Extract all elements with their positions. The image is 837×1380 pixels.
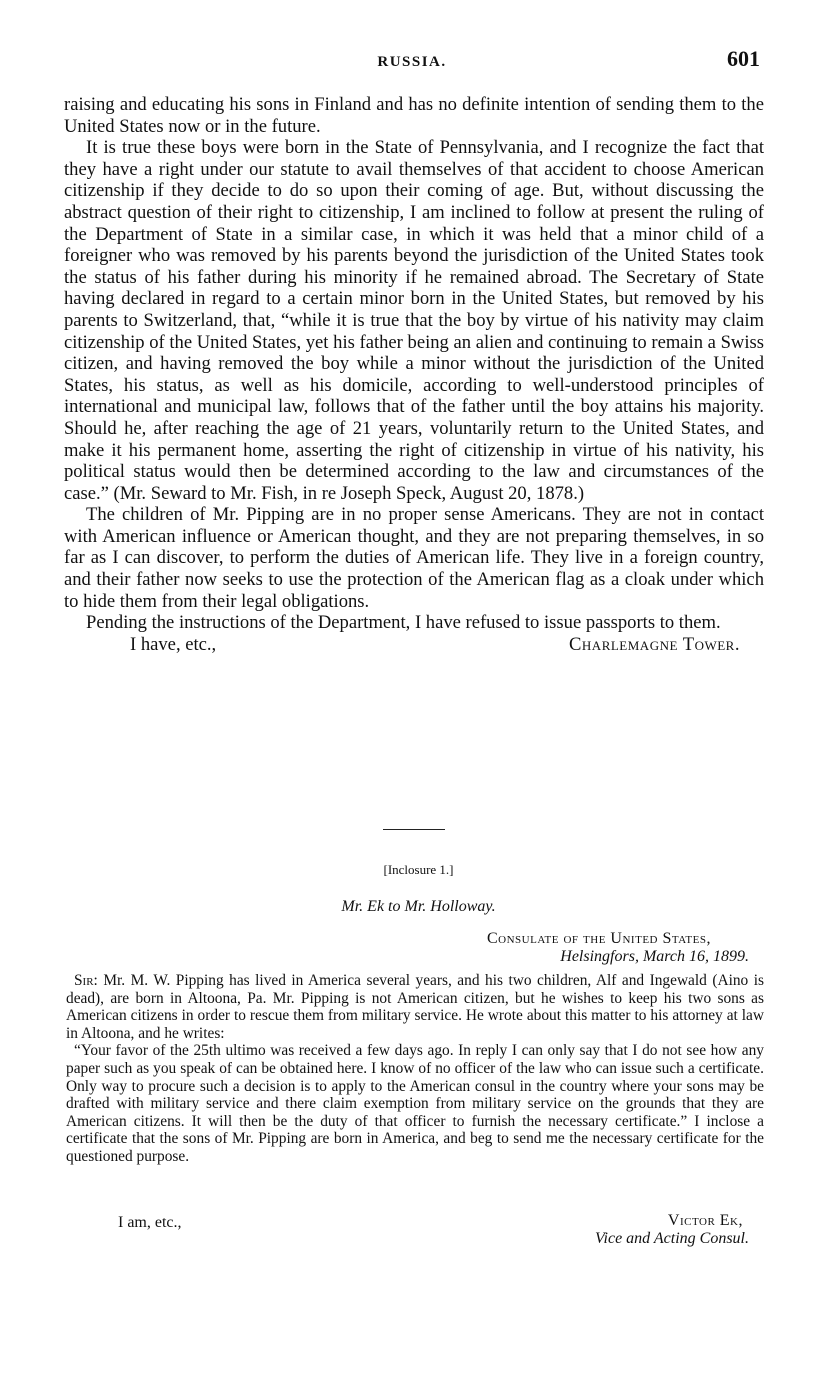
section-divider xyxy=(383,829,445,830)
inclosure-label: [Inclosure 1.] xyxy=(383,862,454,877)
paragraph-passports: Pending the instructions of the Department, I have refused to issue passports to them. xyxy=(86,612,721,634)
salutation: Sir: xyxy=(74,972,98,989)
inclosure-letter-body xyxy=(66,972,764,1166)
inclosure-paragraph-quote: “Your favor of the 25th ultimo was received a few days ago. In reply I can only say that I do not see how any paper such as you speak of can be obtained here. I know of no officer of the law who can issue such a certificate. Only way to procure such a decision is to apply to the American consul in the country where your sons may be drafted with military service and there claim exemption from military service on the grounds that they are American citizens. It will then be the duty of that officer to furnish the necessary certificate.” I inclose a certificate that the sons of Mr. Pipping are born in America, and beg to send me the necessary certificate for the questioned purpose. xyxy=(66,1042,764,1165)
paragraph-citizenship-ruling: It is true these boys were born in the State of Pennsylvania, and I recognize the fact that they have a right under our statute to avail themselves of that accident to choose American citizenship if they decide to do so upon their coming of age. But, without discussing the abstract question of their right to citizenship, I am inclined to follow at present the ruling of the Department of State in a similar case, in which it was held that a minor child of a foreigner who was removed by his parents beyond the jurisdiction of the United States took the status of his father during his minority if he remained abroad. The Secretary of State having declared in regard to a certain minor born in the United States, but removed by his parents to Switzerland, that, “while it is true that the boy by virtue of his nativity may claim citizenship of the United States, yet his father being an alien and continuing to remain a Swiss citizen, and having removed the boy while a minor without the jurisdiction of the United States, his status, as well as his domicile, according to well-understood principles of international and municipal law, follows that of the father until the boy attains his majority. Should he, after reaching the age of 21 years, voluntarily return to the United States, and make it his permanent home, asserting the right of citizenship in virtue of his nativity, his political status would then be determined according to the law and circumstances of the case.” (Mr. Seward to Mr. Fish, in re Joseph Speck, August 20, 1878.) xyxy=(64,137,764,504)
signoff xyxy=(64,634,764,656)
running-title: RUSSIA. xyxy=(377,54,447,70)
closing-phrase: I have, etc., xyxy=(130,633,217,655)
place-date: Helsingfors, March 16, 1899. xyxy=(560,948,749,965)
main-letter-body xyxy=(64,94,764,656)
signature: Charlemagne Tower. xyxy=(569,633,740,655)
inclosure-closing: I am, etc., xyxy=(118,1214,182,1231)
inclosure-title: Mr. Ek to Mr. Holloway. xyxy=(341,898,496,915)
inclosure-paragraph-intro-text: Mr. M. W. Pipping has lived in America several years, and his two children, Alf and Ingewald (Aino is dead), are born in Altoona, Pa. Mr. Pipping is not American citizen, but he wishes to keep his two sons as American citizens in order to rescue them from military service. He wrote about this matter to his attorney at law in Altoona, and he writes: xyxy=(66,972,764,1042)
inclosure-signer: Victor Ek, xyxy=(667,1212,743,1229)
consulate-heading: Consulate of the United States, xyxy=(486,930,711,947)
inclosure-paragraph-intro xyxy=(66,972,764,1042)
inclosure-signer-title: Vice and Acting Consul. xyxy=(594,1230,749,1247)
paragraph-pipping-children: The children of Mr. Pipping are in no proper sense Americans. They are not in contact with American influence or American thought, and they are not preparing themselves, in so far as I can discover, to perform the duties of American life. They live in a foreign country, and their father now seeks to use the protection of the American flag as a cloak under which to hide them from their legal obligations. xyxy=(64,504,764,612)
page-number: 601 xyxy=(727,46,760,71)
page-header xyxy=(64,46,760,76)
paragraph-continuation: raising and educating his sons in Finland and has no definite intention of sending them to the United States now or in the future. xyxy=(64,94,764,137)
